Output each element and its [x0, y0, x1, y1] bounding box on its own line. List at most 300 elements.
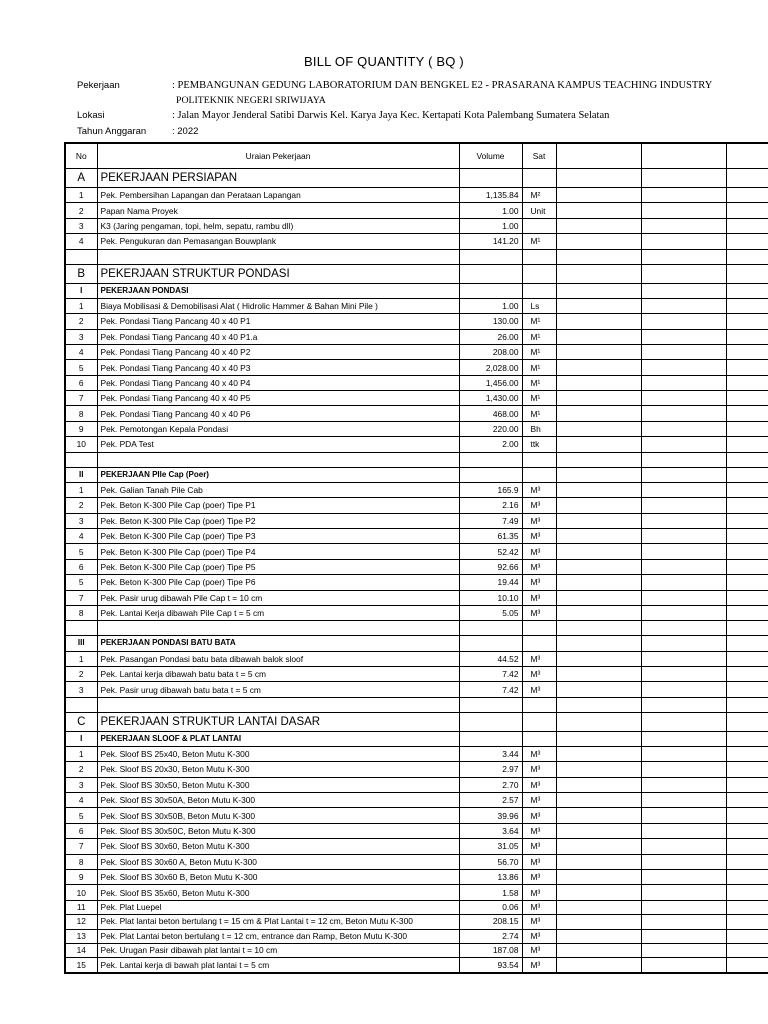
cell-no	[65, 249, 97, 264]
cell-blank	[641, 344, 726, 359]
cell-blank	[726, 406, 768, 421]
document-title: BILL OF QUANTITY ( BQ )	[304, 54, 464, 69]
cell-no: 6	[65, 375, 97, 390]
cell-blank	[726, 839, 768, 854]
cell-blank	[641, 746, 726, 761]
cell-blank	[641, 900, 726, 914]
cell-volume: 39.96	[459, 808, 522, 823]
section-row	[65, 264, 768, 283]
cell-blank	[556, 559, 641, 574]
cell-blank	[641, 839, 726, 854]
cell-volume: 1.58	[459, 885, 522, 900]
cell-blank	[641, 958, 726, 973]
cell-blank	[641, 298, 726, 313]
cell-sat: M³	[522, 943, 556, 957]
cell-blank	[726, 544, 768, 559]
cell-volume: 187.08	[459, 943, 522, 957]
cell-blank	[641, 823, 726, 838]
table-row	[65, 298, 768, 313]
cell-blank	[641, 651, 726, 666]
cell-uraian: Pek. Sloof BS 30x50, Beton Mutu K-300	[97, 777, 459, 792]
cell-blank	[641, 590, 726, 605]
cell-blank	[726, 621, 768, 636]
cell-blank	[556, 712, 641, 731]
cell-no: B	[65, 264, 97, 283]
cell-blank	[726, 636, 768, 651]
cell-sat: M³	[522, 575, 556, 590]
cell-volume: 2.70	[459, 777, 522, 792]
table-row	[65, 958, 768, 973]
cell-blank	[641, 169, 726, 188]
cell-blank	[726, 929, 768, 943]
cell-uraian: Pek. Plat Luepel	[97, 900, 459, 914]
cell-blank	[641, 682, 726, 697]
cell-blank	[726, 900, 768, 914]
cell-uraian: Pek. Pasir urug dibawah batu bata t = 5 cm	[97, 682, 459, 697]
cell-blank	[556, 636, 641, 651]
table-row	[65, 793, 768, 808]
cell-sat: M³	[522, 958, 556, 973]
cell-volume: 1,135.84	[459, 188, 522, 203]
cell-volume: 1.00	[459, 218, 522, 233]
cell-no: 8	[65, 605, 97, 620]
cell-no: 2	[65, 762, 97, 777]
cell-blank	[556, 854, 641, 869]
cell-no: 3	[65, 329, 97, 344]
cell-sat: M¹	[522, 314, 556, 329]
cell-blank	[556, 746, 641, 761]
cell-blank	[641, 406, 726, 421]
cell-volume: 1,430.00	[459, 391, 522, 406]
cell-no: 7	[65, 590, 97, 605]
cell-volume	[459, 697, 522, 712]
cell-uraian: Pek. Pasangan Pondasi batu bata dibawah balok sloof	[97, 651, 459, 666]
cell-sat	[522, 731, 556, 746]
cell-blank	[726, 575, 768, 590]
table-row	[65, 870, 768, 885]
cell-blank	[556, 666, 641, 681]
cell-uraian: Pek. Sloof BS 30x60 A, Beton Mutu K-300	[97, 854, 459, 869]
cell-sat: Unit	[522, 203, 556, 218]
cell-volume: 52.42	[459, 544, 522, 559]
cell-no: 10	[65, 437, 97, 452]
cell-blank	[556, 651, 641, 666]
cell-blank	[641, 421, 726, 436]
cell-uraian: Pek. Lantai Kerja dibawah Pile Cap t = 5 cm	[97, 605, 459, 620]
cell-blank	[726, 421, 768, 436]
cell-no: 8	[65, 406, 97, 421]
cell-volume: 2.97	[459, 762, 522, 777]
cell-blank	[641, 375, 726, 390]
cell-volume: 13.86	[459, 870, 522, 885]
cell-sat	[522, 218, 556, 233]
cell-blank	[641, 915, 726, 929]
cell-uraian: Biaya Mobilisasi & Demobilisasi Alat ( Hidrolic Hammer & Bahan Mini Pile )	[97, 298, 459, 313]
cell-blank	[726, 498, 768, 513]
cell-blank	[641, 731, 726, 746]
cell-sat: M³	[522, 746, 556, 761]
cell-no: 5	[65, 544, 97, 559]
cell-blank	[556, 298, 641, 313]
cell-blank	[641, 575, 726, 590]
cell-blank	[726, 712, 768, 731]
cell-volume: 208.15	[459, 915, 522, 929]
table-row	[65, 682, 768, 697]
cell-uraian: Pek. Sloof BS 25x40, Beton Mutu K-300	[97, 746, 459, 761]
pekerjaan-value: : PEMBANGUNAN GEDUNG LABORATORIUM DAN BENGKEL E2 - PRASARANA KAMPUS TEACHING INDUSTRY	[172, 80, 713, 91]
cell-sat: Bh	[522, 421, 556, 436]
header-sat: Sat	[522, 143, 556, 169]
cell-blank	[556, 406, 641, 421]
cell-volume: 0.06	[459, 900, 522, 914]
cell-blank	[556, 900, 641, 914]
cell-blank	[726, 203, 768, 218]
cell-no: 2	[65, 314, 97, 329]
cell-no	[65, 621, 97, 636]
cell-uraian: Pek. Sloof BS 35x60, Beton Mutu K-300	[97, 885, 459, 900]
cell-blank	[641, 513, 726, 528]
cell-blank	[556, 203, 641, 218]
cell-uraian	[97, 452, 459, 467]
cell-blank	[726, 870, 768, 885]
cell-sat: M³	[522, 605, 556, 620]
cell-blank	[556, 421, 641, 436]
cell-volume	[459, 169, 522, 188]
cell-blank	[726, 697, 768, 712]
cell-sat: M³	[522, 513, 556, 528]
cell-blank	[641, 697, 726, 712]
table-row	[65, 234, 768, 249]
cell-no: 6	[65, 823, 97, 838]
cell-sat: M³	[522, 854, 556, 869]
cell-uraian: PEKERJAAN PIle Cap (Poer)	[97, 467, 459, 482]
cell-uraian: Pek. Sloof BS 20x30, Beton Mutu K-300	[97, 762, 459, 777]
cell-sat: M¹	[522, 391, 556, 406]
table-row	[65, 360, 768, 375]
cell-blank	[556, 808, 641, 823]
cell-uraian: PEKERJAAN STRUKTUR PONDASI	[97, 264, 459, 283]
cell-blank	[726, 682, 768, 697]
table-row	[65, 885, 768, 900]
cell-blank	[726, 666, 768, 681]
cell-blank	[726, 234, 768, 249]
table-row	[65, 605, 768, 620]
cell-blank	[641, 854, 726, 869]
tahun-label: Tahun Anggaran	[77, 126, 147, 137]
table-row	[65, 498, 768, 513]
cell-blank	[641, 544, 726, 559]
cell-no: 13	[65, 929, 97, 943]
cell-blank	[726, 854, 768, 869]
cell-no: 10	[65, 885, 97, 900]
cell-blank	[641, 249, 726, 264]
cell-volume	[459, 467, 522, 482]
cell-uraian: Pek. Urugan Pasir dibawah plat lantai t = 10 cm	[97, 943, 459, 957]
table-row	[65, 344, 768, 359]
cell-blank	[556, 958, 641, 973]
cell-no: 1	[65, 482, 97, 497]
cell-volume: 10.10	[459, 590, 522, 605]
cell-no: 1	[65, 188, 97, 203]
cell-uraian: Pek. Sloof BS 30x50B, Beton Mutu K-300	[97, 808, 459, 823]
cell-no: 4	[65, 793, 97, 808]
cell-uraian: Pek. Sloof BS 30x50C, Beton Mutu K-300	[97, 823, 459, 838]
cell-volume: 3.44	[459, 746, 522, 761]
table-row	[65, 854, 768, 869]
cell-uraian: Pek. Sloof BS 30x60, Beton Mutu K-300	[97, 839, 459, 854]
cell-blank	[726, 746, 768, 761]
lokasi-label: Lokasi	[77, 110, 105, 121]
cell-sat: M³	[522, 870, 556, 885]
cell-blank	[726, 958, 768, 973]
cell-blank	[641, 808, 726, 823]
cell-uraian: Pek. Plat lantai beton bertulang t = 15 cm & Plat Lantai t = 12 cm, Beton Mutu K-300	[97, 915, 459, 929]
cell-blank	[556, 329, 641, 344]
blank-row	[65, 621, 768, 636]
table-row	[65, 544, 768, 559]
cell-uraian	[97, 249, 459, 264]
cell-blank	[556, 762, 641, 777]
cell-blank	[726, 590, 768, 605]
cell-blank	[726, 559, 768, 574]
lokasi-value: : Jalan Mayor Jenderal Satibi Darwis Kel. Karya Jaya Kec. Kertapati Kota Palembang Sumatera Selatan	[172, 110, 610, 121]
cell-blank	[556, 682, 641, 697]
cell-blank	[641, 777, 726, 792]
cell-uraian: PEKERJAAN PERSIAPAN	[97, 169, 459, 188]
cell-blank	[726, 360, 768, 375]
cell-uraian: PEKERJAAN SLOOF & PLAT LANTAI	[97, 731, 459, 746]
cell-blank	[726, 344, 768, 359]
cell-sat	[522, 169, 556, 188]
cell-sat	[522, 621, 556, 636]
cell-blank	[641, 621, 726, 636]
cell-uraian: Pek. PDA Test	[97, 437, 459, 452]
cell-blank	[556, 482, 641, 497]
cell-blank	[556, 823, 641, 838]
cell-blank	[641, 218, 726, 233]
cell-blank	[556, 839, 641, 854]
cell-no: 3	[65, 513, 97, 528]
cell-uraian	[97, 621, 459, 636]
cell-volume: 26.00	[459, 329, 522, 344]
cell-volume: 2,028.00	[459, 360, 522, 375]
cell-sat: M³	[522, 559, 556, 574]
cell-no: 4	[65, 234, 97, 249]
cell-sat: M¹	[522, 375, 556, 390]
cell-blank	[726, 793, 768, 808]
cell-sat: M¹	[522, 329, 556, 344]
cell-no: 9	[65, 421, 97, 436]
cell-uraian: Pek. Beton K-300 Pile Cap (poer) Tipe P6	[97, 575, 459, 590]
table-row	[65, 808, 768, 823]
cell-volume: 92.66	[459, 559, 522, 574]
cell-blank	[641, 885, 726, 900]
cell-uraian: Papan Nama Proyek	[97, 203, 459, 218]
table-row	[65, 437, 768, 452]
pekerjaan-label: Pekerjaan	[77, 80, 120, 91]
blank-row	[65, 249, 768, 264]
cell-blank	[641, 498, 726, 513]
cell-no: 2	[65, 203, 97, 218]
cell-sat: M³	[522, 666, 556, 681]
cell-blank	[556, 249, 641, 264]
table-row	[65, 666, 768, 681]
cell-volume	[459, 264, 522, 283]
cell-blank	[726, 467, 768, 482]
table-row	[65, 375, 768, 390]
table-row	[65, 575, 768, 590]
cell-no: 7	[65, 839, 97, 854]
cell-blank	[726, 375, 768, 390]
table-row	[65, 929, 768, 943]
cell-blank	[556, 513, 641, 528]
cell-blank	[726, 529, 768, 544]
cell-blank	[641, 437, 726, 452]
table-row	[65, 943, 768, 957]
cell-no	[65, 452, 97, 467]
cell-blank	[726, 885, 768, 900]
cell-uraian: Pek. Sloof BS 30x60 B, Beton Mutu K-300	[97, 870, 459, 885]
cell-blank	[556, 169, 641, 188]
cell-no: 3	[65, 682, 97, 697]
table-row	[65, 406, 768, 421]
cell-blank	[726, 188, 768, 203]
cell-no: 4	[65, 529, 97, 544]
cell-blank	[726, 513, 768, 528]
header-no: No	[65, 143, 97, 169]
cell-blank	[556, 943, 641, 957]
cell-uraian: PEKERJAAN PONDASI BATU BATA	[97, 636, 459, 651]
cell-blank	[726, 808, 768, 823]
blank-row	[65, 452, 768, 467]
cell-sat	[522, 697, 556, 712]
cell-volume	[459, 636, 522, 651]
cell-sat: M¹	[522, 344, 556, 359]
cell-uraian: Pek. Pembersihan Lapangan dan Perataan Lapangan	[97, 188, 459, 203]
table-row	[65, 203, 768, 218]
cell-volume: 2.74	[459, 929, 522, 943]
cell-volume: 2.57	[459, 793, 522, 808]
cell-blank	[726, 823, 768, 838]
cell-volume: 220.00	[459, 421, 522, 436]
cell-blank	[641, 870, 726, 885]
cell-volume: 56.70	[459, 854, 522, 869]
cell-sat	[522, 712, 556, 731]
cell-blank	[726, 482, 768, 497]
cell-uraian: Pek. Beton K-300 Pile Cap (poer) Tipe P5	[97, 559, 459, 574]
cell-blank	[641, 467, 726, 482]
cell-no: 8	[65, 854, 97, 869]
cell-sat: M³	[522, 544, 556, 559]
cell-uraian: Pek. Pengukuran dan Pemasangan Bouwplank	[97, 234, 459, 249]
cell-volume: 130.00	[459, 314, 522, 329]
cell-blank	[726, 762, 768, 777]
cell-sat: M¹	[522, 234, 556, 249]
header-blank-3	[726, 143, 768, 169]
cell-sat	[522, 264, 556, 283]
table-row	[65, 559, 768, 574]
cell-blank	[726, 249, 768, 264]
pekerjaan-value-line2: POLITEKNIK NEGERI SRIWIJAYA	[176, 95, 326, 106]
cell-blank	[641, 762, 726, 777]
cell-uraian: PEKERJAAN PONDASI	[97, 283, 459, 298]
cell-sat: M³	[522, 839, 556, 854]
cell-no: A	[65, 169, 97, 188]
cell-sat: M³	[522, 682, 556, 697]
cell-volume: 19.44	[459, 575, 522, 590]
cell-blank	[641, 264, 726, 283]
cell-volume: 3.64	[459, 823, 522, 838]
cell-no: III	[65, 636, 97, 651]
cell-blank	[726, 943, 768, 957]
cell-blank	[726, 218, 768, 233]
cell-blank	[726, 314, 768, 329]
cell-no: I	[65, 731, 97, 746]
table-row	[65, 777, 768, 792]
cell-volume: 468.00	[459, 406, 522, 421]
cell-sat	[522, 467, 556, 482]
cell-volume: 7.42	[459, 682, 522, 697]
cell-blank	[726, 777, 768, 792]
cell-blank	[641, 329, 726, 344]
cell-volume: 93.54	[459, 958, 522, 973]
cell-uraian: Pek. Beton K-300 Pile Cap (poer) Tipe P1	[97, 498, 459, 513]
cell-blank	[556, 188, 641, 203]
cell-sat: M³	[522, 915, 556, 929]
cell-volume	[459, 452, 522, 467]
cell-sat	[522, 452, 556, 467]
cell-no: 5	[65, 360, 97, 375]
cell-blank	[556, 697, 641, 712]
cell-blank	[641, 360, 726, 375]
cell-sat: M³	[522, 777, 556, 792]
header-uraian: Uraian Pekerjaan	[97, 143, 459, 169]
cell-sat: M³	[522, 900, 556, 914]
tahun-value: : 2022	[172, 126, 199, 137]
cell-no: 6	[65, 559, 97, 574]
cell-uraian: Pek. Lantai kerja di bawah plat lantai t = 5 cm	[97, 958, 459, 973]
cell-blank	[556, 437, 641, 452]
section-row	[65, 712, 768, 731]
cell-uraian: Pek. Pemotongan Kepala Pondasi	[97, 421, 459, 436]
cell-uraian: PEKERJAAN STRUKTUR LANTAI DASAR	[97, 712, 459, 731]
table-row	[65, 513, 768, 528]
cell-blank	[556, 529, 641, 544]
table-header-row	[65, 143, 768, 169]
table-row	[65, 746, 768, 761]
cell-blank	[556, 793, 641, 808]
table-row	[65, 900, 768, 914]
cell-no: 5	[65, 575, 97, 590]
cell-volume	[459, 712, 522, 731]
cell-sat: M³	[522, 498, 556, 513]
cell-sat: M¹	[522, 406, 556, 421]
cell-uraian: Pek. Pondasi Tiang Pancang 40 x 40 P3	[97, 360, 459, 375]
cell-sat: M¹	[522, 360, 556, 375]
cell-sat	[522, 283, 556, 298]
cell-volume	[459, 283, 522, 298]
cell-blank	[556, 590, 641, 605]
cell-blank	[726, 437, 768, 452]
cell-uraian: Pek. Pondasi Tiang Pancang 40 x 40 P1	[97, 314, 459, 329]
table-row	[65, 823, 768, 838]
cell-blank	[556, 621, 641, 636]
cell-sat: M³	[522, 885, 556, 900]
cell-sat: ttk	[522, 437, 556, 452]
cell-no: 2	[65, 666, 97, 681]
cell-blank	[556, 929, 641, 943]
cell-no: 3	[65, 218, 97, 233]
